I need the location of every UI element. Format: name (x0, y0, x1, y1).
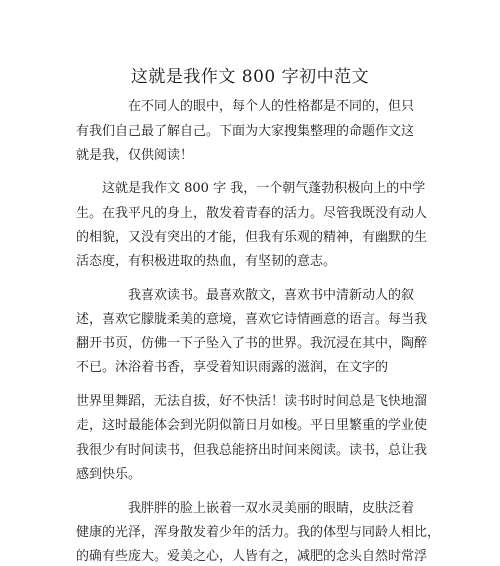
text-line: 感到快乐。 (76, 467, 142, 482)
text-line: 有我们自己最了解自己。下面为大家搜集整理的命题作文这 (76, 124, 415, 139)
text-line: 这就是我作文 800 字 我，一个朝气蓬勃积极向上的中学 (102, 181, 426, 196)
text-line: 世界里舞蹈，无法自拔，好不快活！读书时时间总是飞快地溜 (76, 394, 428, 409)
text-line: 的确有些庞大。爱美之心，人皆有之，减肥的念头自然时常浮 (76, 549, 428, 564)
text-line: 活态度，有积极进取的热血，有坚韧的意志。 (76, 254, 337, 269)
text-line: 翻开书页，仿佛一下子坠入了书的世界。我沉浸在其中，陶醉 (76, 336, 428, 351)
text-line: 健康的光泽，浑身散发着少年的活力。我的体型与同龄人相比， (76, 525, 441, 540)
text-line: 走，这时最能体会到光阴似箭日月如梭。平日里繁重的学业使 (76, 418, 428, 433)
text-line: 生。在我平凡的身上，散发着青春的活力。尽管我既没有动人 (76, 206, 428, 221)
text-line: 在不同人的眼中，每个人的性格都是不同的，但只 (128, 99, 415, 114)
text-line: 就是我，仅供阅读！ (76, 148, 194, 163)
text-line: 述，喜欢它朦胧柔美的意境，喜欢它诗情画意的语言。每当我 (76, 312, 428, 327)
text-line: 的相貌，又没有突出的才能，但我有乐观的精神，有幽默的生 (76, 230, 428, 245)
text-line: 不已。沐浴着书香，享受着知识雨露的滋润，在文字的 (76, 360, 389, 375)
document-title: 这就是我作文 800 字初中范文 (130, 67, 370, 87)
text-line: 我胖胖的脸上嵌着一双水灵美丽的眼睛，皮肤泛着 (128, 501, 415, 516)
text-line: 我喜欢读书。最喜欢散文，喜欢书中清新动人的叙 (128, 288, 415, 303)
text-line: 我很少有时间读书，但我总能挤出时间来阅读。读书，总让我 (76, 443, 428, 458)
